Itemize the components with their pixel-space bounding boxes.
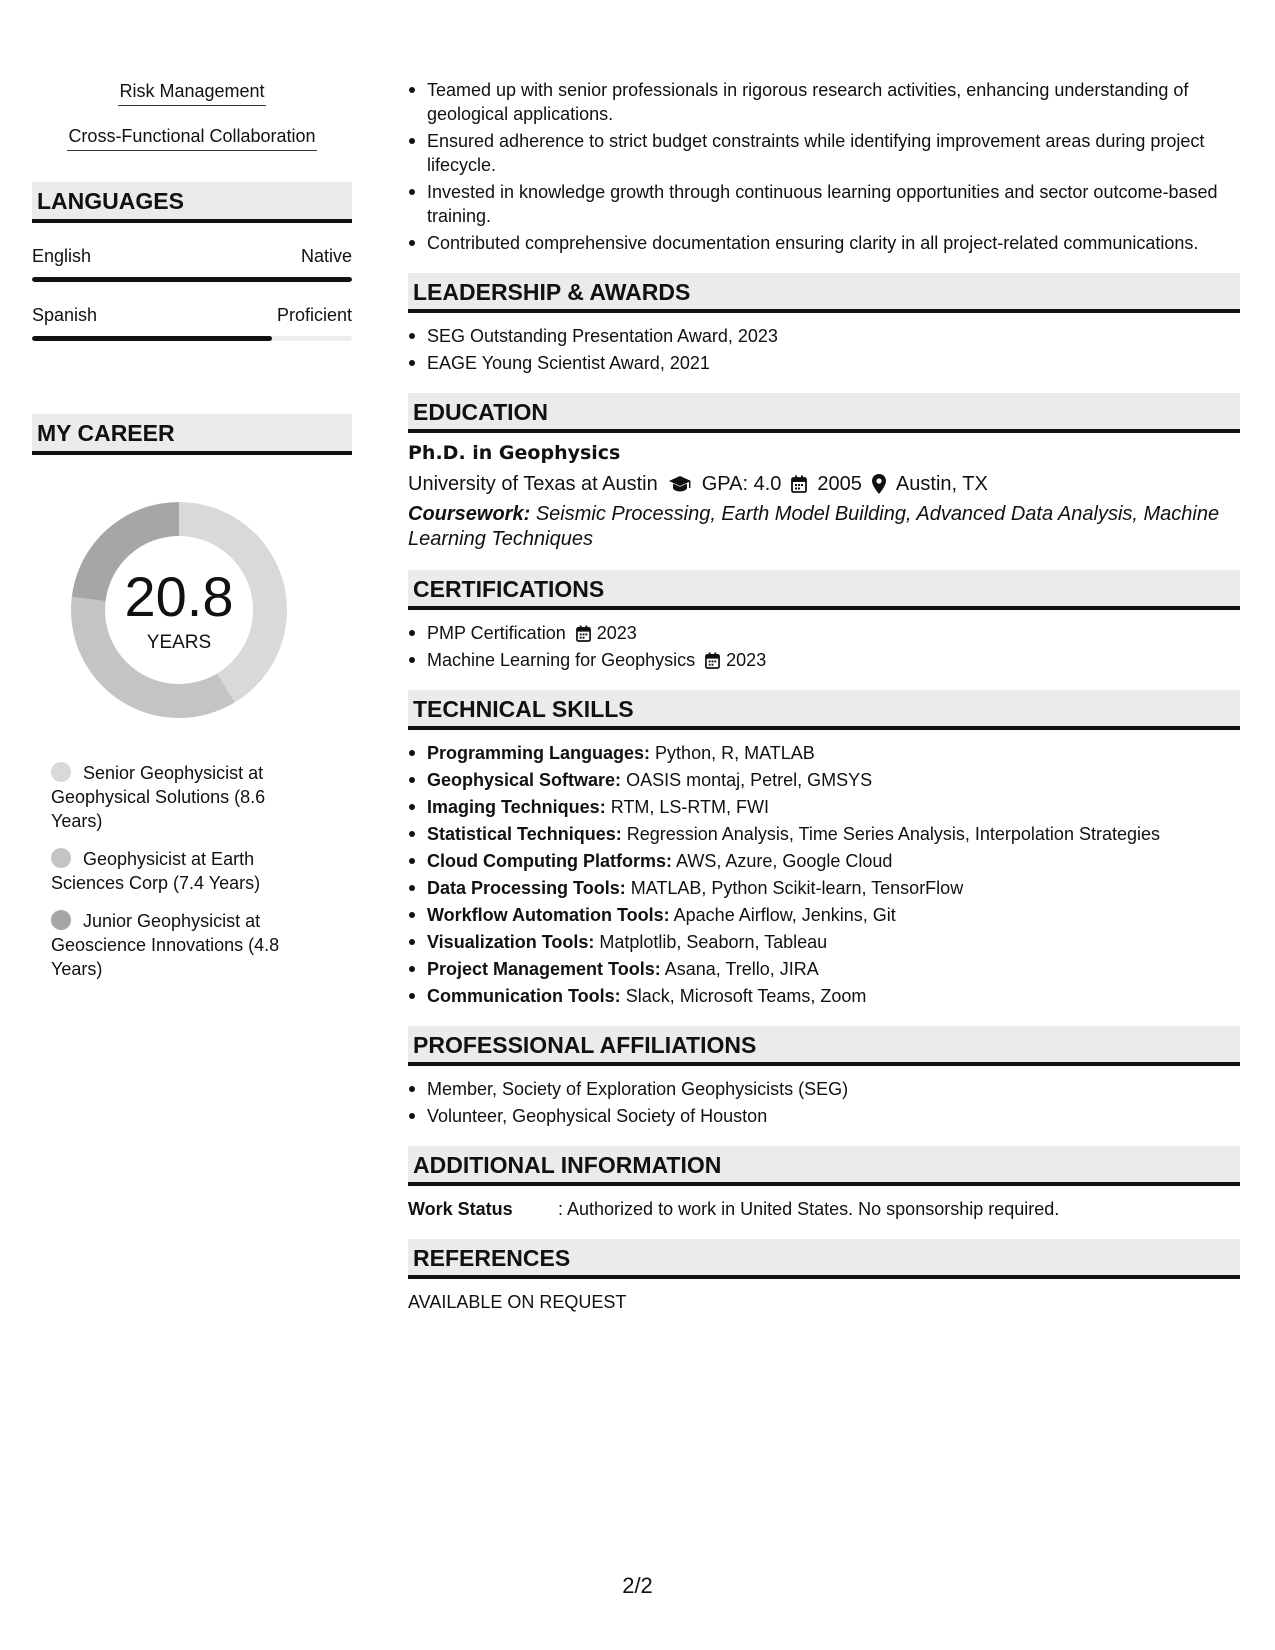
career-legend-item: Senior Geophysicist at Geophysical Solutions (8.6 Years) — [51, 763, 266, 831]
page-number: 2/2 — [622, 1573, 653, 1598]
career-legend — [51, 761, 291, 981]
awards-heading: LEADERSHIP & AWARDS — [408, 273, 1240, 313]
award-item: SEG Outstanding Presentation Award, 2023 — [408, 324, 1240, 348]
additional-info-heading: ADDITIONAL INFORMATION — [408, 1146, 1240, 1186]
career-legend-item: Geophysicist at Earth Sciences Corp (7.4 Years) — [51, 849, 261, 893]
affiliation-item: Member, Society of Exploration Geophysicists (SEG) — [408, 1077, 1240, 1101]
language-name: English — [32, 246, 92, 266]
language-proficiency-bar — [32, 277, 352, 282]
language-proficiency-bar — [32, 336, 352, 341]
education-heading: EDUCATION — [408, 393, 1240, 433]
affiliations-section — [408, 1026, 1240, 1128]
work-status-label: Work Status — [408, 1199, 513, 1219]
experience-bullet: Ensured adherence to strict budget constraints while identifying improvement areas during project lifecycle. — [408, 129, 1240, 177]
coursework: Coursework: Seismic Processing, Earth Model Building, Advanced Data Analysis, Machine Learning Techniques — [408, 503, 1220, 550]
school-name: University of Texas at Austin — [408, 473, 658, 495]
language-proficiency-fill — [32, 277, 352, 282]
skill-item: Programming Languages: Python, R, MATLAB — [408, 741, 1240, 765]
gpa: GPA: 4.0 — [701, 473, 782, 495]
legend-dot-icon — [51, 910, 71, 930]
certifications-heading: CERTIFICATIONS — [408, 570, 1240, 610]
affiliation-item: Volunteer, Geophysical Society of Houston — [408, 1104, 1240, 1128]
school-location: Austin, TX — [895, 473, 988, 495]
references-section — [408, 1239, 1240, 1314]
skill-tag: Cross-Functional Collaboration — [32, 123, 352, 151]
career-legend-item: Junior Geophysicist at Geoscience Innovations (4.8 Years) — [51, 911, 280, 979]
affiliations-heading: PROFESSIONAL AFFILIATIONS — [408, 1026, 1240, 1066]
calendar-icon — [791, 475, 807, 493]
language-proficiency-fill — [32, 336, 272, 341]
skill-item: Visualization Tools: Matplotlib, Seaborn, Tableau — [408, 930, 1240, 954]
skill-item: Statistical Techniques: Regression Analysis, Time Series Analysis, Interpolation Strategies — [408, 822, 1240, 846]
calendar-icon — [705, 652, 720, 669]
main-content — [408, 78, 1240, 1314]
language-item-spanish — [32, 304, 352, 341]
award-item: EAGE Young Scientist Award, 2021 — [408, 351, 1240, 375]
career-total-unit: YEARS — [146, 632, 212, 653]
skill-tag: Risk Management — [32, 78, 352, 106]
language-level: Proficient — [276, 305, 352, 325]
career-heading: MY CAREER — [32, 414, 352, 455]
legend-dot-icon — [51, 848, 71, 868]
references-heading: REFERENCES — [408, 1239, 1240, 1279]
languages-heading: LANGUAGES — [32, 182, 352, 223]
certification-item: Machine Learning for Geophysics 2023 — [408, 648, 1240, 672]
experience-bullet: Contributed comprehensive documentation ensuring clarity in all project-related communications. — [408, 231, 1240, 255]
certification-item: PMP Certification 2023 — [408, 621, 1240, 645]
skill-item: Data Processing Tools: MATLAB, Python Scikit-learn, TensorFlow — [408, 876, 1240, 900]
skill-item: Communication Tools: Slack, Microsoft Teams, Zoom — [408, 984, 1240, 1008]
language-level: Native — [300, 246, 352, 266]
career-donut-chart — [64, 495, 294, 725]
references-text: AVAILABLE ON REQUEST — [408, 1292, 627, 1312]
work-status-value: : Authorized to work in United States. No sponsorship required. — [558, 1199, 1060, 1219]
sidebar — [32, 78, 352, 995]
graduation-cap-icon — [668, 475, 692, 493]
career-total-value: 20.8 — [124, 565, 234, 628]
additional-info-section — [408, 1146, 1240, 1221]
work-status-row — [408, 1197, 1240, 1221]
technical-skills-section — [408, 690, 1240, 1008]
skill-item: Geophysical Software: OASIS montaj, Petrel, GMSYS — [408, 768, 1240, 792]
legend-dot-icon — [51, 762, 71, 782]
experience-bullets — [408, 78, 1240, 255]
experience-bullet: Invested in knowledge growth through continuous learning opportunities and sector outcome-based training. — [408, 180, 1240, 228]
experience-bullet: Teamed up with senior professionals in rigorous research activities, enhancing understanding of geological applications. — [408, 78, 1240, 126]
education-section — [408, 393, 1240, 552]
certifications-section — [408, 570, 1240, 672]
graduation-year: 2005 — [817, 473, 862, 495]
skill-item: Project Management Tools: Asana, Trello, JIRA — [408, 957, 1240, 981]
language-item-english — [32, 245, 352, 282]
degree-title: Ph.D. in Geophysics — [408, 442, 621, 464]
technical-skills-heading: TECHNICAL SKILLS — [408, 690, 1240, 730]
calendar-icon — [576, 625, 591, 642]
skill-item: Workflow Automation Tools: Apache Airflow, Jenkins, Git — [408, 903, 1240, 927]
skill-item: Imaging Techniques: RTM, LS-RTM, FWI — [408, 795, 1240, 819]
awards-section — [408, 273, 1240, 375]
education-meta — [408, 470, 1240, 498]
skill-item: Cloud Computing Platforms: AWS, Azure, Google Cloud — [408, 849, 1240, 873]
location-pin-icon — [872, 474, 886, 494]
language-name: Spanish — [32, 305, 98, 325]
